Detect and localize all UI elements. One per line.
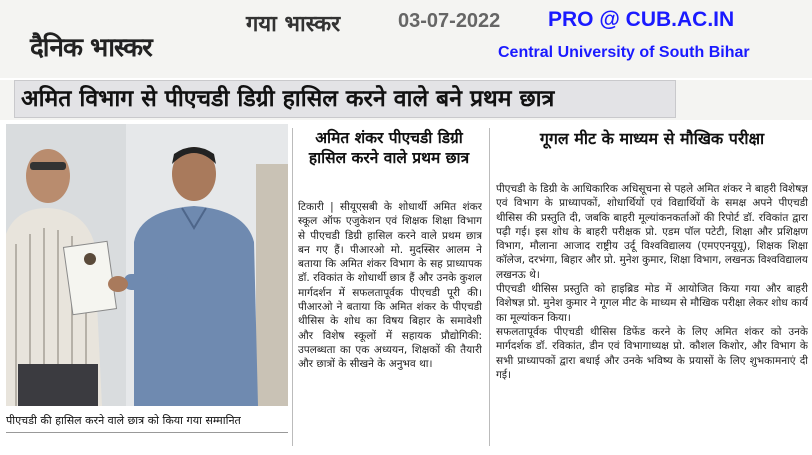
article2-body xyxy=(496,182,808,448)
column-divider xyxy=(489,128,490,446)
news-photo xyxy=(6,124,288,406)
headline-band xyxy=(0,80,812,120)
article2-paragraph: पीएचडी के डिग्री के आधिकारिक अधिसूचना से पहले अमित शंकर ने बाहरी विशेषज्ञ एवं विभाग के प्राध्यापकों, शोधार्थियों एवं विद्यार्थियों के समक्ष अपने पीएचडी थीसिस की प्रस्तुति दी, जबकि बाहरी मूल्यांकनकर्ताओं की रिपोर्ट डॉ. रविकांत द्वारा पढ़ी गई। इस शोध के बाहरी परीक्षक प्रो. एडम पॉल पटेटी, शिक्षा और प्रशिक्षण विभाग, मौलाना आजाद राष्ट्रीय उर्दू विश्वविद्यालय (एमएएनयूयू), शिक्षक शिक्षा कॉलेज, दरभंगा, बिहार और प्रो. मुनेश कुमार, शिक्षा विभाग, लखनऊ विश्वविद्यालय लखनऊ थे। xyxy=(496,183,808,281)
column-divider xyxy=(292,128,293,446)
pro-label: PRO @ CUB.AC.IN xyxy=(548,8,735,31)
main-headline: अमित विभाग से पीएचडी डिग्री हासिल करने वाले बने प्रथम छात्र xyxy=(14,80,676,118)
article1-title: अमित शंकर पीएचडी डिग्री हासिल करने वाले प्रथम छात्र xyxy=(308,129,470,167)
edition-name: गया भास्कर xyxy=(246,12,341,37)
article2-paragraph: पीएचडी थीसिस प्रस्तुति को हाइब्रिड मोड में आयोजित किया गया और बाहरी विशेषज्ञ प्रो. मुनेश कुमार ने गूगल मीट के माध्यम से मौखिक परीक्षा लेकर शोध कार्य का मूल्यांकन किया। xyxy=(496,283,808,324)
article1-text: टिकारी | सीयूएसबी के शोधार्थी अमित शंकर स्कूल ऑफ एजुकेशन एवं शिक्षक शिक्षा विभाग से पीएचडी डिग्री हासिल करने वाले प्रथम छात्र बन गए हैं। पीआरओ मो. मुदस्सिर आलम ने बताया कि अमित शंकर विभाग के सह प्राध्यापक डॉ. रविकांत के शोधार्थी छात्र हैं और उनके कुशल मार्गदर्शन में सफलतापूर्वक पीएचडी पूरी की। पीआरओ ने बताया कि अमित शंकर के पीएचडी थीसिस के शोध का विषय बिहार के समावेशी और विशेष स्कूलों में सहायक प्रौद्योगिकी: उपलब्धता का एक अध्ययन, शिक्षकों की तैयारी और छात्रों के सीखने के अनुभव था। xyxy=(298,201,482,371)
masthead xyxy=(0,0,812,78)
university-name: Central University of South Bihar xyxy=(498,44,750,61)
article2-title: गूगल मीट के माध्यम से मौखिक परीक्षा xyxy=(539,129,765,148)
photo-caption: पीएचडी की हासिल करने वाले छात्र को किया गया सम्मानित xyxy=(6,410,288,433)
newspaper-logo: दैनिक भास्कर xyxy=(30,33,152,63)
article2-paragraph: सफलतापूर्वक पीएचडी थीसिस डिफेंड करने के लिए अमित शंकर को उनके मार्गदर्शक डॉ. रविकांत, डीन एवं विभागाध्यक्ष प्रो. कौशल किशोर, और विभाग के सभी प्राध्यापकों द्वारा बधाई और उनके भविष्य के प्रयासों के लिए शुभकामनाएं दी गई। xyxy=(496,325,808,381)
publication-date: 03-07-2022 xyxy=(398,10,501,32)
photo-illustration xyxy=(6,124,288,406)
article1-body xyxy=(298,200,482,446)
